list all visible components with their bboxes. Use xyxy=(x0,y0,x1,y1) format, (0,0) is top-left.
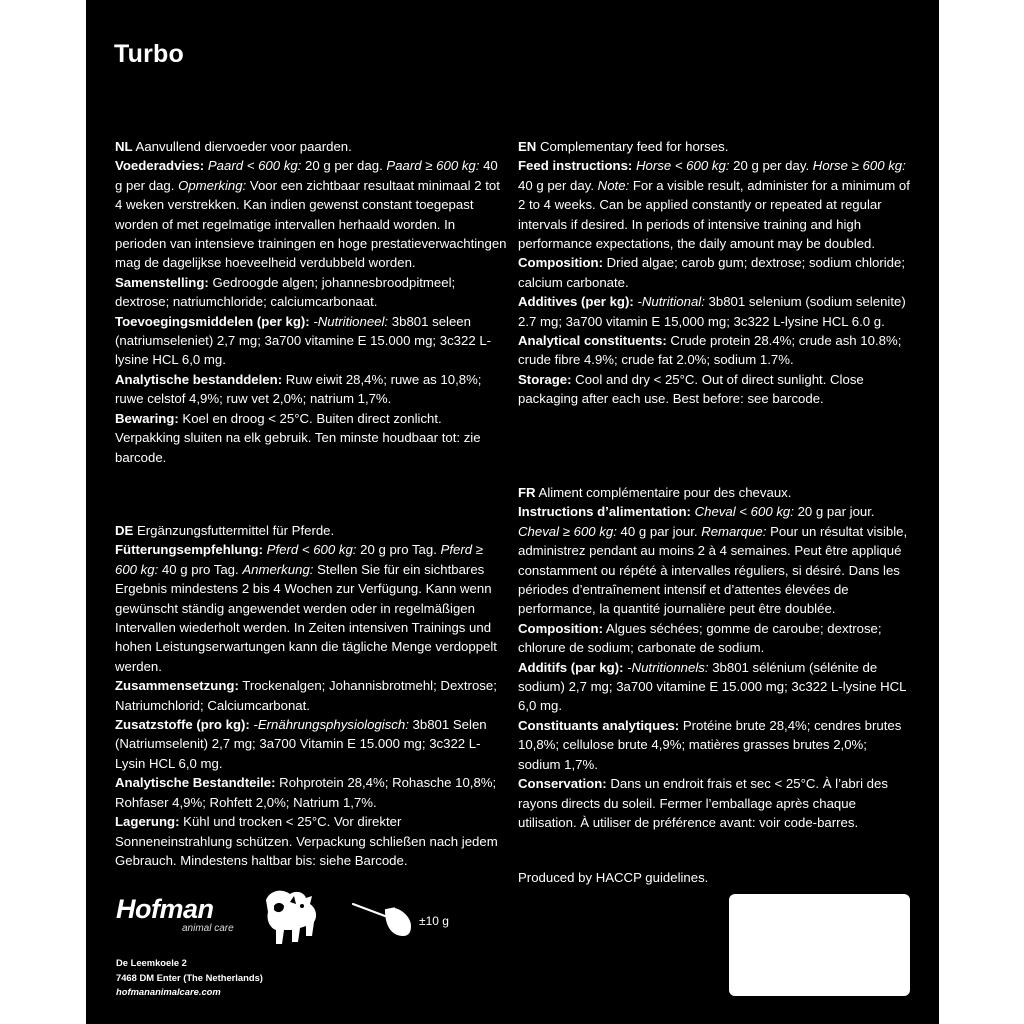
de-additives-text: 3b801 Selen (Natriumselenit) 2,7 mg; 3a700 Vitamin E 15.000 mg; 3c322 L-Lysin HCL 6,0 mg. xyxy=(115,717,487,771)
nl-feed-em-1: Paard < 600 kg: xyxy=(207,158,302,174)
nl-section xyxy=(115,137,507,467)
de-section xyxy=(115,521,507,870)
fr-analytical-text: Protéine brute 28,4%; cendres brutes 10,8%; cellulose brute 4,9%; matières grasses brutes 2,0%; sodium 1,7%. xyxy=(518,717,902,772)
de-storage-label: Lagerung: xyxy=(115,814,180,830)
de-feed-text-2: 40 g pro Tag. xyxy=(158,561,243,577)
de-lang-code: DE xyxy=(115,523,134,538)
company-address xyxy=(116,956,263,1000)
fr-storage-label: Conservation: xyxy=(518,776,607,792)
nl-feed-label: Voederadvies: xyxy=(115,158,205,174)
fr-section xyxy=(518,483,910,832)
nl-note-text: Voor een zichtbaar resultaat minimaal 2 tot 4 weken verstrekken. Kan indien gewenst constant toegepast worden of met regelmatige intervallen herhaald worden. In perioden van intensieve trainingen en hoge prestatieverwachtingen mag de dagelijkse hoeveelheid verdubbeld worden. xyxy=(115,177,507,271)
de-feed-em-2: Pferd ≥ 600 kg: xyxy=(115,542,483,577)
de-note-text: Stellen Sie für ein sichtbares Ergebnis mindestens 2 bis 4 Wochen zur Verfügung. Kann wenn gewünscht ständig angewendet werden oder in regelmäßigen Intervallen wiederholt werden. In Zeiten intensiven Trainings und hohen Leistungserwartungen kann die tägliche Menge verdoppelt werden. xyxy=(115,561,497,674)
fr-note-label: Remarque: xyxy=(701,523,767,539)
de-composition-text: Trockenalgen; Johannisbrotmehl; Dextrose; Natriumchlorid; Calciumcarbonat. xyxy=(115,678,497,713)
de-feed-em-1: Pferd < 600 kg: xyxy=(262,542,357,558)
de-note-label: Anmerkung: xyxy=(242,561,314,577)
brand-logo xyxy=(116,886,296,948)
nl-feed-text-2: 40 g per dag. xyxy=(115,158,498,193)
nl-feed-em-2: Paard ≥ 600 kg: xyxy=(386,158,480,174)
fr-additives-label: Additifs (par kg): xyxy=(518,659,624,675)
en-note-text: For a visible result, administer for a minimum of 2 to 4 weeks. Can be applied constantly or repeated at regular intervals if desired. In periods of intensive training and high performance expectations, the daily amount may be doubled. xyxy=(518,177,910,252)
nl-lang-code: NL xyxy=(115,139,133,154)
brand-tagline: animal care xyxy=(182,923,234,934)
nl-analytical-label: Analytische bestanddelen: xyxy=(115,371,283,387)
fr-lang-code: FR xyxy=(518,485,536,500)
en-section xyxy=(518,137,910,409)
fr-feed-em-2: Cheval ≥ 600 kg: xyxy=(518,523,617,539)
fr-composition-text: Algues séchées; gomme de caroube; dextrose; chlorure de sodium; carbonate de sodium. xyxy=(518,620,882,656)
en-intro: Complementary feed for horses. xyxy=(536,139,729,154)
brand-name: Hofman xyxy=(116,894,214,924)
fr-additives-text: 3b801 sélénium (sélénite de sodium) 2,7 mg; 3a700 vitamine E 15.000 mg; 3c322 L-lysine HCL 6,0 mg. xyxy=(518,659,907,714)
en-additives-label: Additives (per kg): xyxy=(518,294,634,310)
de-storage-text: Kühl und trocken < 25°C. Vor direkter Sonneneinstrahlung schützen. Verpackung schließen nach jedem Gebrauch. Mindestens haltbar bis: siehe Barcode. xyxy=(115,814,498,868)
en-additives-text: 3b801 selenium (sodium selenite) 2.7 mg; 3a700 vitamin E 15,000 mg; 3c322 L-lysine HCL 6.0 g. xyxy=(518,294,906,329)
nl-additives-label: Toevoegingsmiddelen (per kg): xyxy=(115,313,310,329)
en-analytical-text: Crude protein 28.4%; crude ash 10.8%; crude fibre 4.9%; crude fat 2.0%; sodium 1.7%. xyxy=(518,333,902,368)
fr-composition-label: Composition: xyxy=(518,620,603,636)
product-label-panel xyxy=(86,0,939,1024)
de-analytical-label: Analytische Bestandteile: xyxy=(115,775,276,791)
fr-analytical-label: Constituants analytiques: xyxy=(518,717,680,733)
en-feed-em-1: Horse < 600 kg: xyxy=(632,158,730,174)
nl-storage-label: Bewaring: xyxy=(115,410,179,426)
de-feed-label: Fütterungsempfehlung: xyxy=(115,542,263,558)
fr-feed-text-1: 20 g par jour. xyxy=(793,504,875,520)
fr-additives-em: -Nutritionnels: xyxy=(623,659,709,675)
en-feed-text-2: 40 g per day. xyxy=(518,177,598,193)
en-storage-text: Cool and dry < 25°C. Out of direct sunlight. Close packaging after each use. Best before: see barcode. xyxy=(518,371,864,407)
en-feed-label: Feed instructions: xyxy=(518,158,633,174)
fr-feed-em-1: Cheval < 600 kg: xyxy=(690,504,794,520)
de-feed-text-1: 20 g pro Tag. xyxy=(356,542,437,558)
nl-composition-label: Samenstelling: xyxy=(115,274,209,290)
haccp-note: Produced by HACCP guidelines. xyxy=(518,870,709,885)
measuring-scoop-icon xyxy=(351,898,413,938)
en-additives-em: -Nutritional: xyxy=(633,294,705,310)
en-note-label: Note: xyxy=(597,177,630,193)
de-additives-em: -Ernährungsphysiologisch: xyxy=(249,717,409,733)
en-feed-em-2: Horse ≥ 600 kg: xyxy=(812,158,906,174)
en-storage-label: Storage: xyxy=(518,371,572,387)
fr-storage-text: Dans un endroit frais et sec < 25°C. À l’abri des rayons directs du soleil. Fermer l’emballage après chaque utilisation. À utiliser de préférence avant: voir code-barres. xyxy=(518,776,888,830)
de-additives-label: Zusatzstoffe (pro kg): xyxy=(115,717,250,733)
address-line-2: 7468 DM Enter (The Netherlands) xyxy=(116,971,263,983)
en-composition-text: Dried algae; carob gum; dextrose; sodium chloride; calcium carbonate. xyxy=(518,255,905,290)
fr-intro: Aliment complémentaire pour des chevaux. xyxy=(535,485,792,500)
nl-additives-em: -Nutritioneel: xyxy=(309,313,389,329)
de-intro: Ergänzungsfuttermittel für Pferde. xyxy=(133,523,335,538)
address-line-1: De Leemkoele 2 xyxy=(116,957,187,968)
website-link[interactable]: hofmananimalcare.com xyxy=(116,986,221,998)
product-title: Turbo xyxy=(114,40,184,68)
nl-storage-text: Koel en droog < 25°C. Buiten direct zonlicht. Verpakking sluiten na elk gebruik. Ten minste houdbaar tot: zie barcode. xyxy=(115,410,481,465)
nl-intro: Aanvullend diervoeder voor paarden. xyxy=(132,139,352,154)
animals-logo-icon xyxy=(260,886,320,948)
fr-feed-label: Instructions d’alimentation: xyxy=(518,504,691,520)
en-composition-label: Composition: xyxy=(518,255,603,271)
nl-composition-text: Gedroogde algen; johannesbroodpitmeel; dextrose; natriumchloride; calciumcarbonaat. xyxy=(115,274,456,310)
en-analytical-label: Analytical constituents: xyxy=(518,333,667,349)
en-feed-text-1: 20 g per day. xyxy=(729,158,810,174)
fr-note-text: Pour un résultat visible, administrez pendant au moins 2 à 4 semaines. Peut être appliqué constamment ou répété à intervalles réguliers, si désiré. Dans les périodes d’entraînement intensif et d’attentes élevées de performance, la quantité journalière peut être doublée. xyxy=(518,523,908,617)
barcode-area xyxy=(729,894,910,996)
en-lang-code: EN xyxy=(518,139,537,154)
de-analytical-text: Rohprotein 28,4%; Rohasche 10,8%; Rohfaser 4,9%; Rohfett 2,0%; Natrium 1,7%. xyxy=(115,775,497,810)
nl-analytical-text: Ruw eiwit 28,4%; ruwe as 10,8%; ruwe celstof 4,9%; ruw vet 2,0%; natrium 1,7%. xyxy=(115,371,482,407)
dosage-label: ±10 g xyxy=(419,914,449,928)
nl-feed-text-1: 20 g per dag. xyxy=(301,158,383,174)
nl-additives-text: 3b801 seleen (natriumseleniet) 2,7 mg; 3a700 vitamine E 15.000 mg; 3c322 L-lysine HCL 6,0 mg. xyxy=(115,313,492,368)
fr-feed-text-2: 40 g par jour. xyxy=(616,523,702,539)
nl-note-label: Opmerking: xyxy=(178,177,247,193)
de-composition-label: Zusammensetzung: xyxy=(115,678,239,694)
